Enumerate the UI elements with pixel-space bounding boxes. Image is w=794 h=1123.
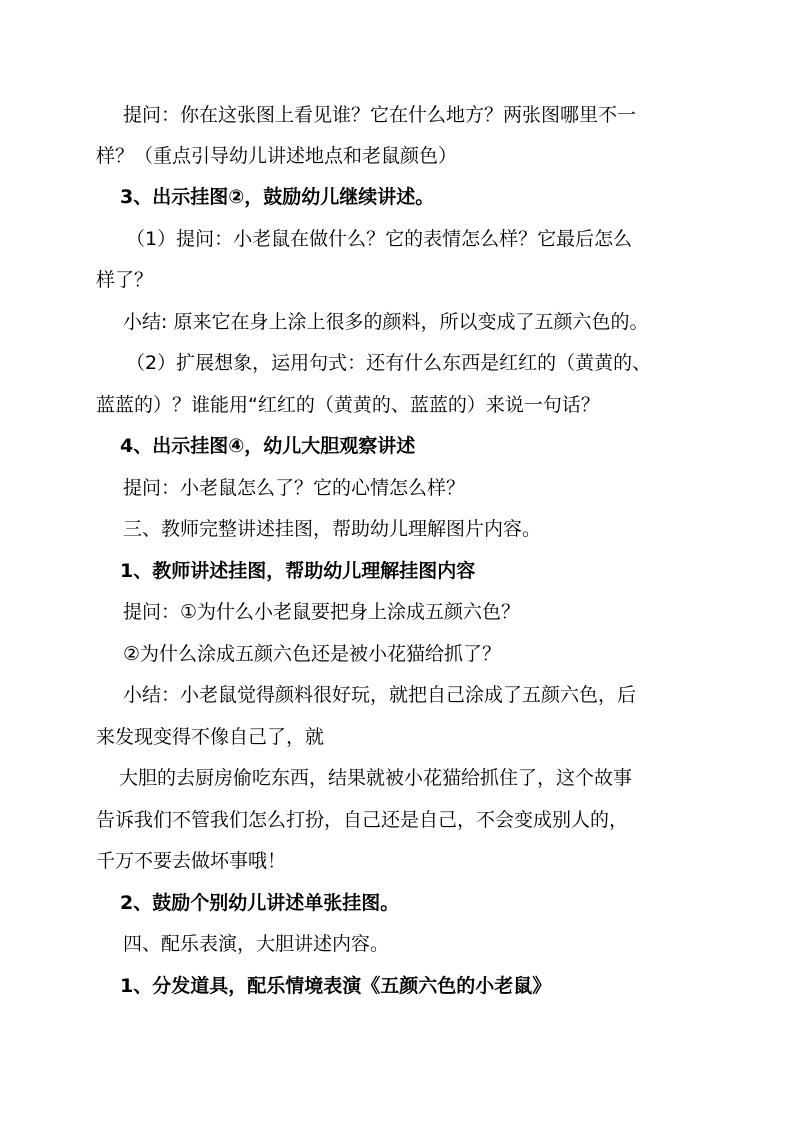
text-line-17: 大胆的去厨房偷吃东西，结果就被小花猫给抓住了，这个故事 xyxy=(119,767,633,789)
text-line-9: 4、出示挂图④，幼儿大胆观察讲述 xyxy=(120,435,416,457)
text-line-4: （1）提问：小老鼠在做什么？它的表情怎么样？它最后怎么 xyxy=(126,228,633,250)
text-line-1: 提问：你在这张图上看见谁？它在什么地方？两张图哪里不一 xyxy=(123,104,637,126)
text-line-2: 样？（重点引导幼儿讲述地点和老鼠颜色） xyxy=(96,145,458,167)
text-line-19: 千万不要去做坏事哦！ xyxy=(96,850,287,872)
text-line-13: 提问：①为什么小老鼠要把身上涂成五颜六色？ xyxy=(123,601,521,623)
text-line-7: （2）扩展想象，运用句式：还有什么东西是红红的（黄黄的、 xyxy=(126,352,652,374)
text-line-6: 小结: 原来它在身上涂上很多的颜料，所以变成了五颜六色的。 xyxy=(123,311,649,333)
text-line-16: 来发现变得不像自己了，就 xyxy=(96,726,325,748)
text-line-8: 蓝蓝的）？谁能用“红红的（黄黄的、蓝蓝的）来说一句话？ xyxy=(96,394,600,416)
text-line-10: 提问：小老鼠怎么了？它的心情怎么样？ xyxy=(123,477,466,499)
text-line-14: ②为什么涂成五颜六色还是被小花猫给抓了？ xyxy=(123,643,502,665)
text-line-5: 样了？ xyxy=(96,269,154,291)
text-line-12: 1、教师讲述挂图，帮助幼儿理解挂图内容 xyxy=(120,560,476,582)
text-line-21: 四、配乐表演，大胆讲述内容。 xyxy=(123,933,390,955)
text-line-22: 1、分发道具，配乐情境表演《五颜六色的小老鼠》 xyxy=(120,975,552,997)
text-line-20: 2、鼓励个别幼儿讲述单张挂图。 xyxy=(120,892,400,914)
text-line-11: 三、教师完整讲述挂图，帮助幼儿理解图片内容。 xyxy=(123,518,542,540)
text-line-3: 3、出示挂图②，鼓励幼儿继续讲述。 xyxy=(120,186,435,208)
text-line-18: 告诉我们不管我们怎么打扮，自己还是自己，不会变成别人的， xyxy=(96,809,629,831)
text-line-15: 小结：小老鼠觉得颜料很好玩，就把自己涂成了五颜六色，后 xyxy=(123,684,637,706)
